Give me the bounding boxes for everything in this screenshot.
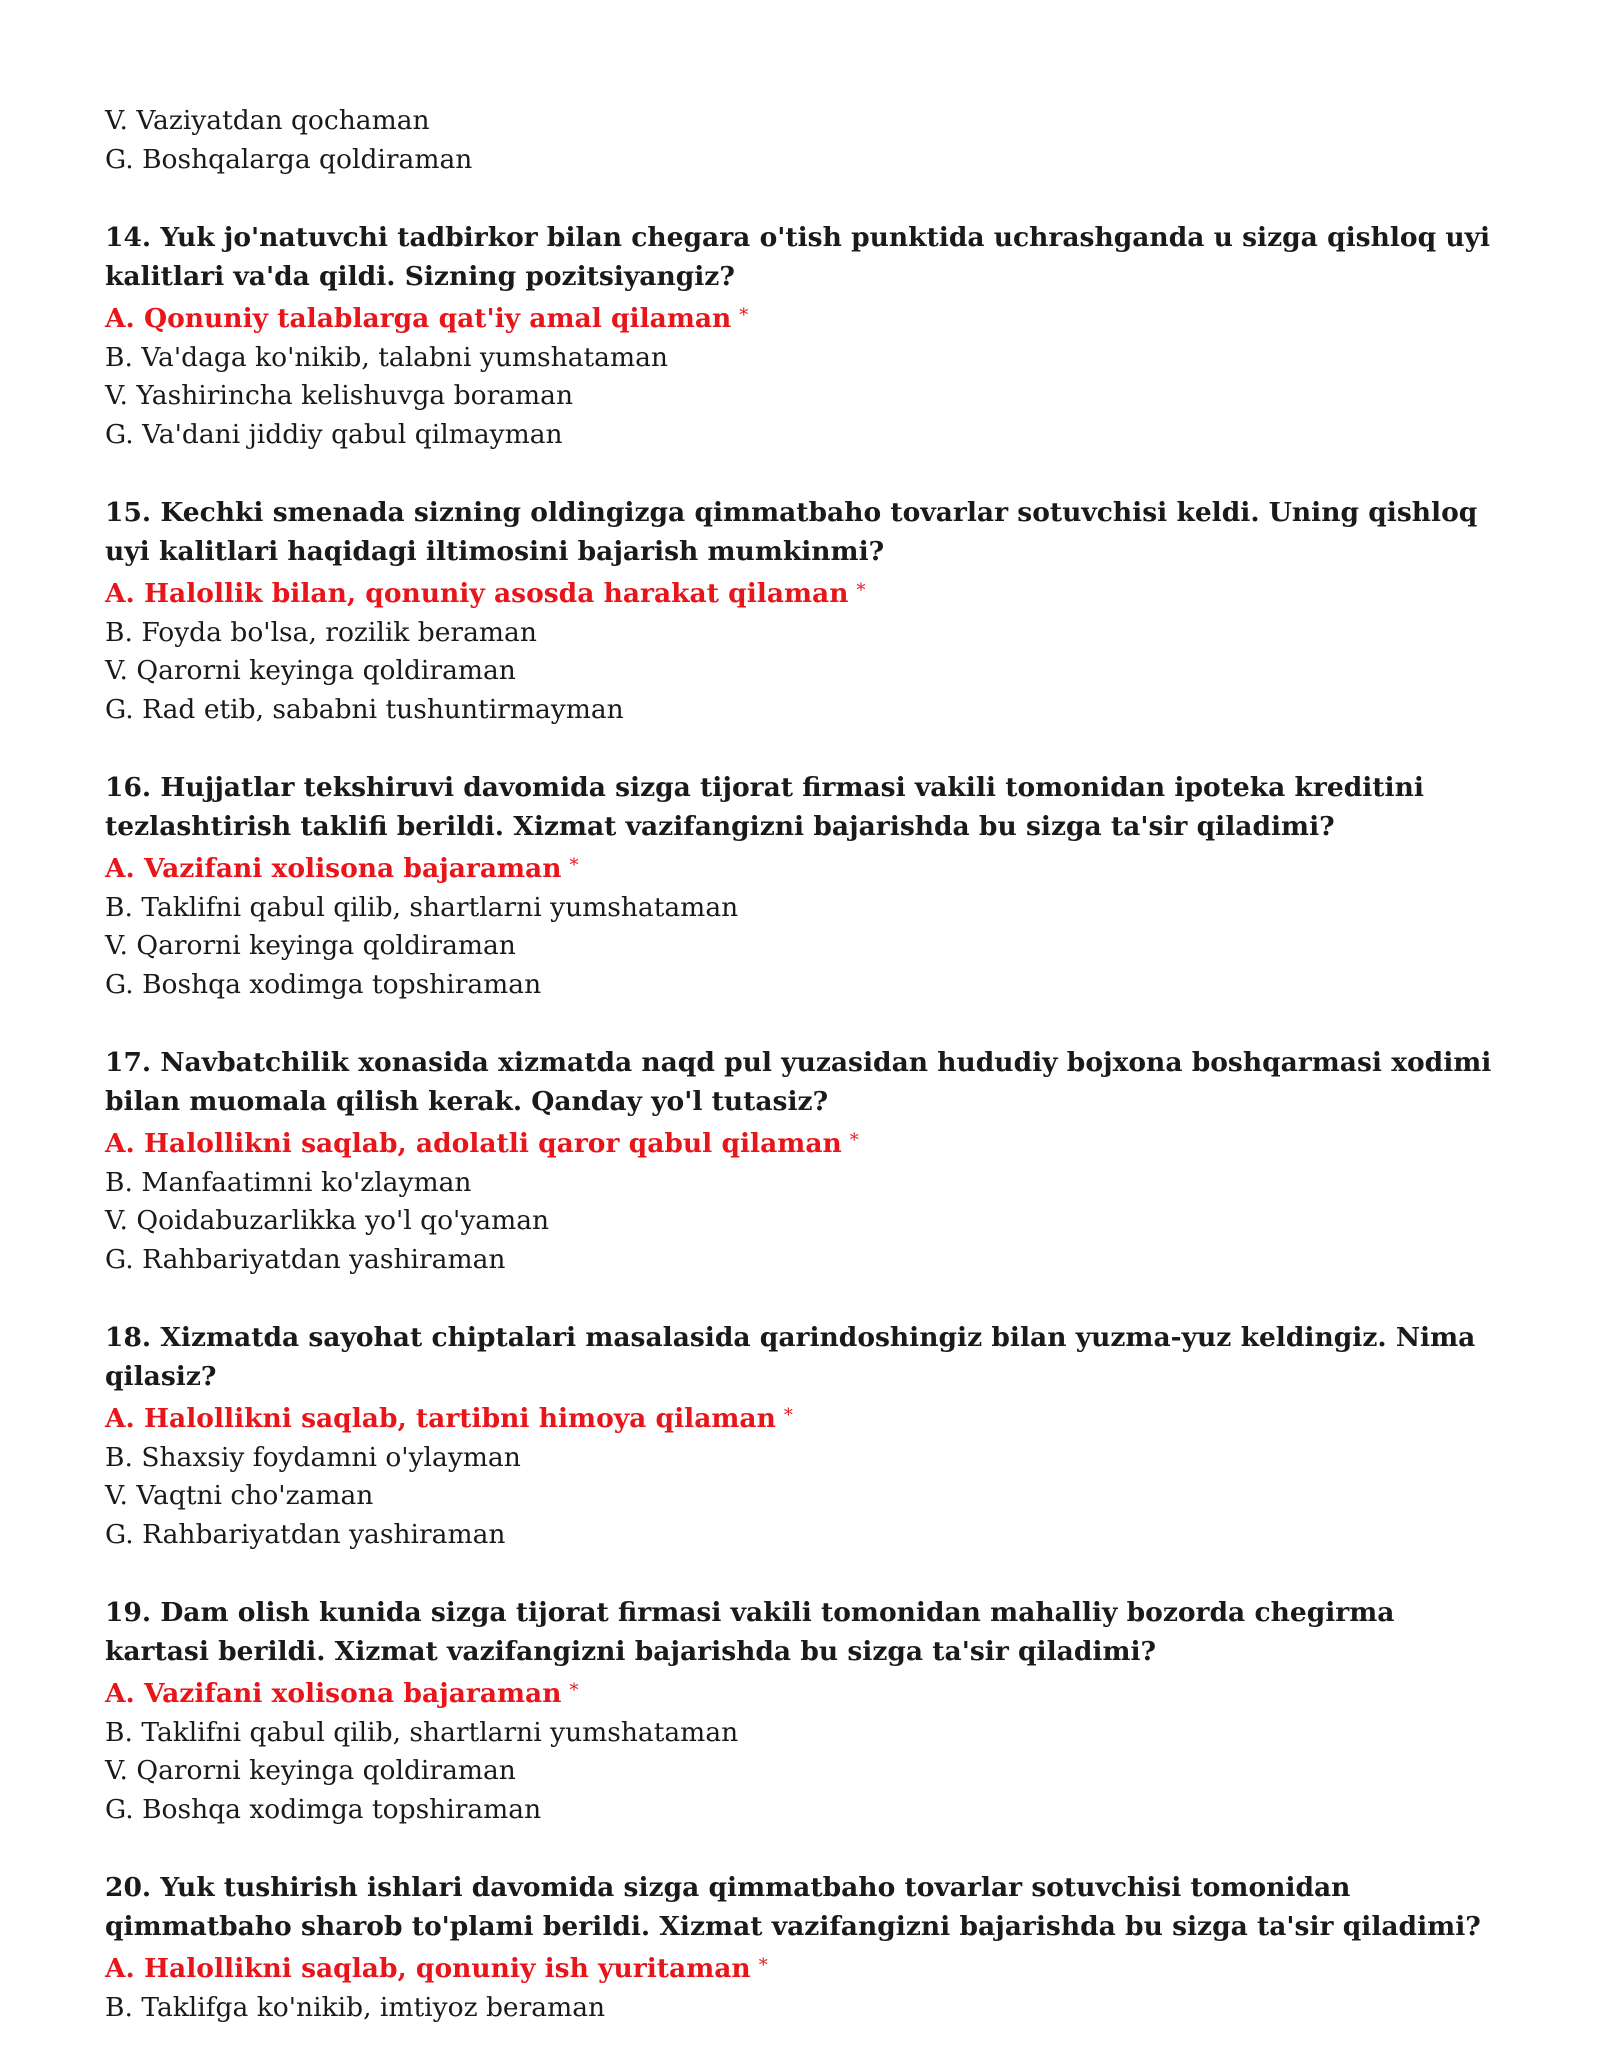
- question-text: 16. Hujjatlar tekshiruvi davomida sizga tijorat firmasi vakili tomonidan ipoteka kreditini tezlashtirish taklifi berildi. Xizmat vazifangizni bajarishda bu sizga ta'sir qiladimi?: [105, 772, 1424, 842]
- answer-option: V. Qoidabuzarlikka yo'l qo'yaman: [105, 1205, 550, 1236]
- correct-answer: [105, 847, 1495, 889]
- answer-option: B. Taklifga ko'nikib, imtiyoz beraman: [105, 1991, 606, 2023]
- question-text: 18. Xizmatda sayohat chiptalari masalasida qarindoshingiz bilan yuzma-yuz keldingiz. Nima qilasiz?: [105, 1322, 1476, 1392]
- question-19: [105, 1594, 1495, 1829]
- correct-answer-text: A. Halollik bilan, qonuniy asosda harakat qilaman: [105, 578, 849, 609]
- answer-option: V. Qarorni keyinga qoldiraman: [105, 655, 516, 686]
- correct-marker: *: [856, 580, 866, 601]
- question-15: [105, 494, 1495, 729]
- answer-option: B. Manfaatimni ko'zlayman: [105, 1166, 472, 1198]
- answer-option: B. Taklifni qabul qilib, shartlarni yumshataman: [105, 891, 739, 923]
- correct-marker: *: [758, 1955, 768, 1976]
- answer-option: G. Boshqa xodimga topshiraman: [105, 968, 542, 1000]
- answer-option: G. Boshqalarga qoldiraman: [105, 143, 473, 175]
- correct-answer: [105, 1397, 1495, 1439]
- answer-option: V. Vaziyatdan qochaman: [105, 105, 430, 136]
- question-text: 19. Dam olish kunida sizga tijorat firmasi vakili tomonidan mahalliy bozorda chegirma kartasi berildi. Xizmat vazifangizni bajarishda bu sizga ta'sir qiladimi?: [105, 1597, 1395, 1667]
- correct-answer: [105, 1672, 1495, 1714]
- answer-option: G. Rad etib, sababni tushuntirmayman: [105, 693, 624, 725]
- correct-marker: *: [569, 1680, 579, 1701]
- correct-answer-text: A. Vazifani xolisona bajaraman: [105, 853, 562, 884]
- answer-option: V. Qarorni keyinga qoldiraman: [105, 1755, 516, 1786]
- correct-answer: [105, 1947, 1495, 1989]
- question-text: 20. Yuk tushirish ishlari davomida sizga qimmatbaho tovarlar sotuvchisi tomonidan qimmatbaho sharob to'plami berildi. Xizmat vazifangizni bajarishda bu sizga ta'sir qiladimi?: [105, 1872, 1481, 1942]
- correct-answer-text: A. Halollikni saqlab, qonuniy ish yuritaman: [105, 1953, 751, 1984]
- question-14: [105, 219, 1495, 454]
- answer-option: V. Yashirincha kelishuvga boraman: [105, 380, 574, 411]
- answer-option: B. Shaxsiy foydamni o'ylayman: [105, 1441, 521, 1473]
- question-18: [105, 1319, 1495, 1554]
- answer-option: B. Taklifni qabul qilib, shartlarni yumshataman: [105, 1716, 739, 1748]
- question-text: 14. Yuk jo'natuvchi tadbirkor bilan chegara o'tish punktida uchrashganda u sizga qishloq uyi kalitlari va'da qildi. Sizning pozitsiyangiz?: [105, 222, 1491, 292]
- answer-option: G. Va'dani jiddiy qabul qilmayman: [105, 418, 563, 450]
- correct-marker: *: [849, 1130, 859, 1151]
- answer-option: B. Va'daga ko'nikib, talabni yumshataman: [105, 341, 668, 373]
- question-16: [105, 769, 1495, 1004]
- correct-answer-text: A. Vazifani xolisona bajaraman: [105, 1678, 562, 1709]
- correct-answer-text: A. Halollikni saqlab, tartibni himoya qilaman: [105, 1403, 776, 1434]
- answer-option: G. Rahbariyatdan yashiraman: [105, 1518, 506, 1550]
- question-20: [105, 1869, 1495, 2027]
- answer-option: V. Vaqtni cho'zaman: [105, 1480, 374, 1511]
- answer-option: B. Foyda bo'lsa, rozilik beraman: [105, 616, 537, 648]
- answer-option: G. Boshqa xodimga topshiraman: [105, 1793, 542, 1825]
- correct-answer-text: A. Qonuniy talablarga qat'iy amal qilaman: [105, 303, 732, 334]
- previous-question-options: [105, 102, 1495, 179]
- answer-option: G. Rahbariyatdan yashiraman: [105, 1243, 506, 1275]
- answer-option: V. Qarorni keyinga qoldiraman: [105, 930, 516, 961]
- question-text: 17. Navbatchilik xonasida xizmatda naqd pul yuzasidan hududiy bojxona boshqarmasi xodimi bilan muomala qilish kerak. Qanday yo'l tutasiz?: [105, 1047, 1492, 1117]
- question-17: [105, 1044, 1495, 1279]
- correct-answer-text: A. Halollikni saqlab, adolatli qaror qabul qilaman: [105, 1128, 842, 1159]
- correct-marker: *: [739, 305, 749, 326]
- correct-marker: *: [783, 1405, 793, 1426]
- correct-answer: [105, 572, 1495, 614]
- correct-answer: [105, 297, 1495, 339]
- question-text: 15. Kechki smenada sizning oldingizga qimmatbaho tovarlar sotuvchisi keldi. Uning qishloq uyi kalitlari haqidagi iltimosini bajarish mumkinmi?: [105, 497, 1478, 567]
- correct-answer: [105, 1122, 1495, 1164]
- correct-marker: *: [569, 855, 579, 876]
